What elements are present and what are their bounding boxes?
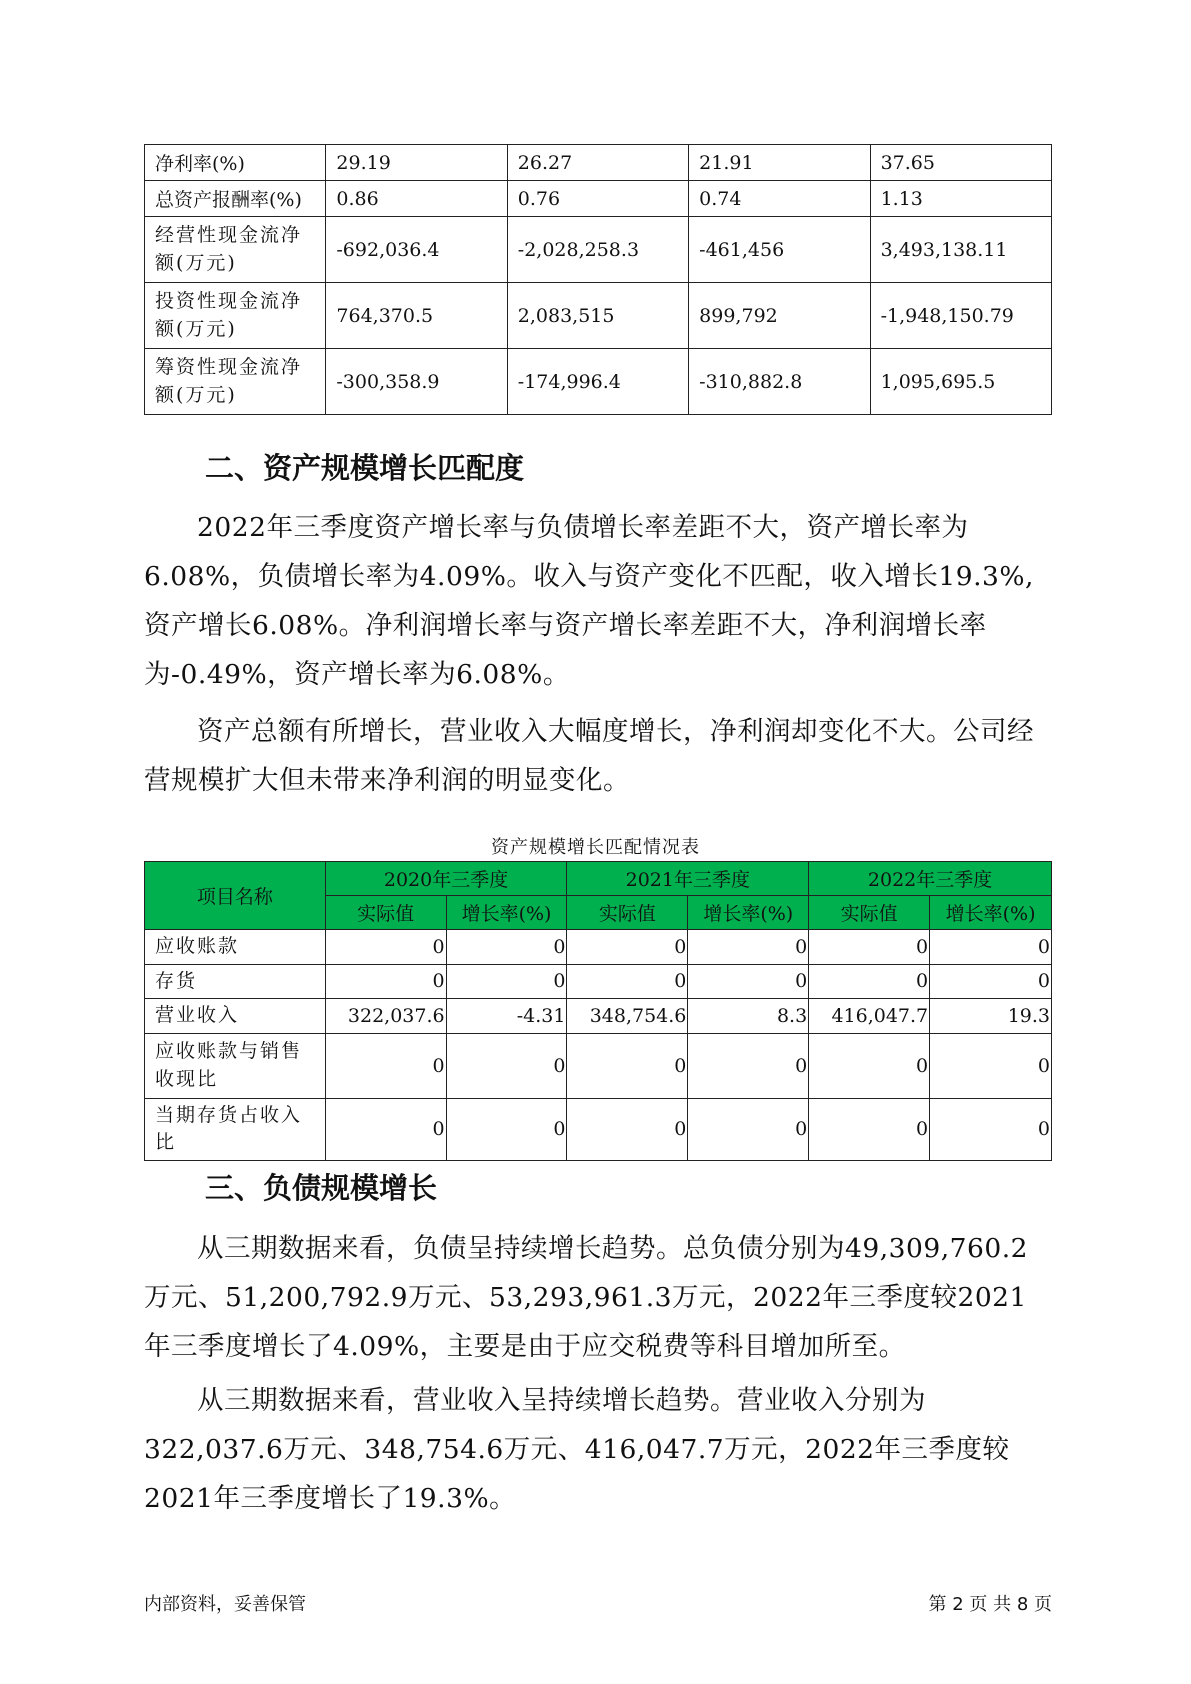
section-heading: 二、资产规模增长匹配度: [205, 451, 525, 485]
section-heading: 三、负债规模增长: [205, 1171, 438, 1205]
cell-value: 8.3: [688, 999, 809, 1034]
cell-value: 0: [688, 1098, 809, 1160]
cell-value: 322,037.6: [325, 999, 446, 1034]
footer-note: 内部资料，妥善保管: [144, 1594, 306, 1615]
cell-value: 0: [325, 1033, 446, 1098]
header-actual: 实际值: [809, 896, 930, 930]
table-row: [145, 145, 1052, 181]
cell-value: 0: [446, 930, 567, 965]
table-row: [145, 217, 1052, 283]
header-period: 2020年三季度: [325, 862, 567, 896]
cell-value: 26.27: [507, 145, 688, 181]
cell-value: 0: [809, 1033, 930, 1098]
cell-value: 0: [446, 964, 567, 999]
cell-value: 21.91: [689, 145, 870, 181]
table-row: [145, 283, 1052, 349]
cell-value: 0: [325, 1098, 446, 1160]
cell-value: 348,754.6: [567, 999, 688, 1034]
asset-growth-match-table: [144, 861, 1052, 1161]
header-period: 2021年三季度: [567, 862, 809, 896]
table-row: [145, 999, 1052, 1034]
cell-value: 0: [809, 964, 930, 999]
table-row: [145, 930, 1052, 965]
table-row: [145, 181, 1052, 217]
row-label: 存货: [145, 964, 326, 999]
paragraph: 2022年三季度资产增长率与负债增长率差距不大，资产增长率为6.08%，负债增长率为4.09%。收入与资产变化不匹配，收入增长19.3%,资产增长6.08%。净利润增长率与资产增长率差距不大，净利润增长率为-0.49%，资产增长率为6.08%。: [144, 512, 1034, 690]
cell-value: 0: [930, 964, 1052, 999]
cell-value: 29.19: [326, 145, 507, 181]
cell-value: 0: [325, 930, 446, 965]
row-label: 应收账款: [145, 930, 326, 965]
cell-value: 3,493,138.11: [870, 217, 1051, 283]
header-actual: 实际值: [567, 896, 688, 930]
cell-value: 899,792: [689, 283, 870, 349]
cell-value: 2,083,515: [507, 283, 688, 349]
table-row: [145, 349, 1052, 415]
cell-value: -2,028,258.3: [507, 217, 688, 283]
cell-value: 0: [688, 930, 809, 965]
cell-value: 0: [325, 964, 446, 999]
cell-value: 0.86: [326, 181, 507, 217]
header-period: 2022年三季度: [809, 862, 1052, 896]
cell-value: 0: [446, 1033, 567, 1098]
cell-value: 0: [930, 1098, 1052, 1160]
cell-value: -300,358.9: [326, 349, 507, 415]
cell-value: 0: [567, 964, 688, 999]
cell-value: 0: [567, 1098, 688, 1160]
cell-value: -692,036.4: [326, 217, 507, 283]
row-label: 经营性现金流净额(万元): [145, 217, 326, 283]
cell-value: 1.13: [870, 181, 1051, 217]
paragraph: 从三期数据来看，负债呈持续增长趋势。总负债分别为49,309,760.2万元、51,200,792.9万元、53,293,961.3万元，2022年三季度较2021年三季度增长了4.09%，主要是由于应交税费等科目增加所至。: [144, 1233, 1029, 1362]
cell-value: 37.65: [870, 145, 1051, 181]
table-header-row: [145, 862, 1052, 896]
cell-value: -461,456: [689, 217, 870, 283]
header-growth: 增长率(%): [930, 896, 1052, 930]
header-actual: 实际值: [325, 896, 446, 930]
cell-value: 764,370.5: [326, 283, 507, 349]
row-label: 净利率(%): [145, 145, 326, 181]
page-number: 第 2 页 共 8 页: [928, 1594, 1052, 1615]
cell-value: 0: [930, 930, 1052, 965]
cell-value: -310,882.8: [689, 349, 870, 415]
table-row: [145, 964, 1052, 999]
table-caption: 资产规模增长匹配情况表: [491, 837, 700, 858]
cell-value: 0: [809, 1098, 930, 1160]
paragraph: 从三期数据来看，营业收入呈持续增长趋势。营业收入分别为322,037.6万元、348,754.6万元、416,047.7万元，2022年三季度较2021年三季度增长了19.3%。: [144, 1385, 1010, 1514]
cell-value: -1,948,150.79: [870, 283, 1051, 349]
cell-value: 0: [567, 1033, 688, 1098]
cell-value: 19.3: [930, 999, 1052, 1034]
cell-value: -174,996.4: [507, 349, 688, 415]
cell-value: 0: [930, 1033, 1052, 1098]
cell-value: 0: [688, 1033, 809, 1098]
cell-value: 0: [567, 930, 688, 965]
row-label: 营业收入: [145, 999, 326, 1034]
cell-value: -4.31: [446, 999, 567, 1034]
table-row: [145, 1033, 1052, 1098]
row-label: 筹资性现金流净额(万元): [145, 349, 326, 415]
row-label: 当期存货占收入比: [145, 1098, 326, 1160]
financial-indicators-table: [144, 144, 1052, 415]
cell-value: 0.76: [507, 181, 688, 217]
row-label: 应收账款与销售收现比: [145, 1033, 326, 1098]
cell-value: 0.74: [689, 181, 870, 217]
cell-value: 1,095,695.5: [870, 349, 1051, 415]
header-growth: 增长率(%): [446, 896, 567, 930]
row-label: 投资性现金流净额(万元): [145, 283, 326, 349]
cell-value: 0: [688, 964, 809, 999]
paragraph: 资产总额有所增长，营业收入大幅度增长，净利润却变化不大。公司经营规模扩大但未带来净利润的明显变化。: [144, 716, 1034, 796]
cell-value: 416,047.7: [809, 999, 930, 1034]
header-growth: 增长率(%): [688, 896, 809, 930]
row-label: 总资产报酬率(%): [145, 181, 326, 217]
table-row: [145, 1098, 1052, 1160]
cell-value: 0: [446, 1098, 567, 1160]
cell-value: 0: [809, 930, 930, 965]
header-item-name: 项目名称: [145, 862, 326, 930]
